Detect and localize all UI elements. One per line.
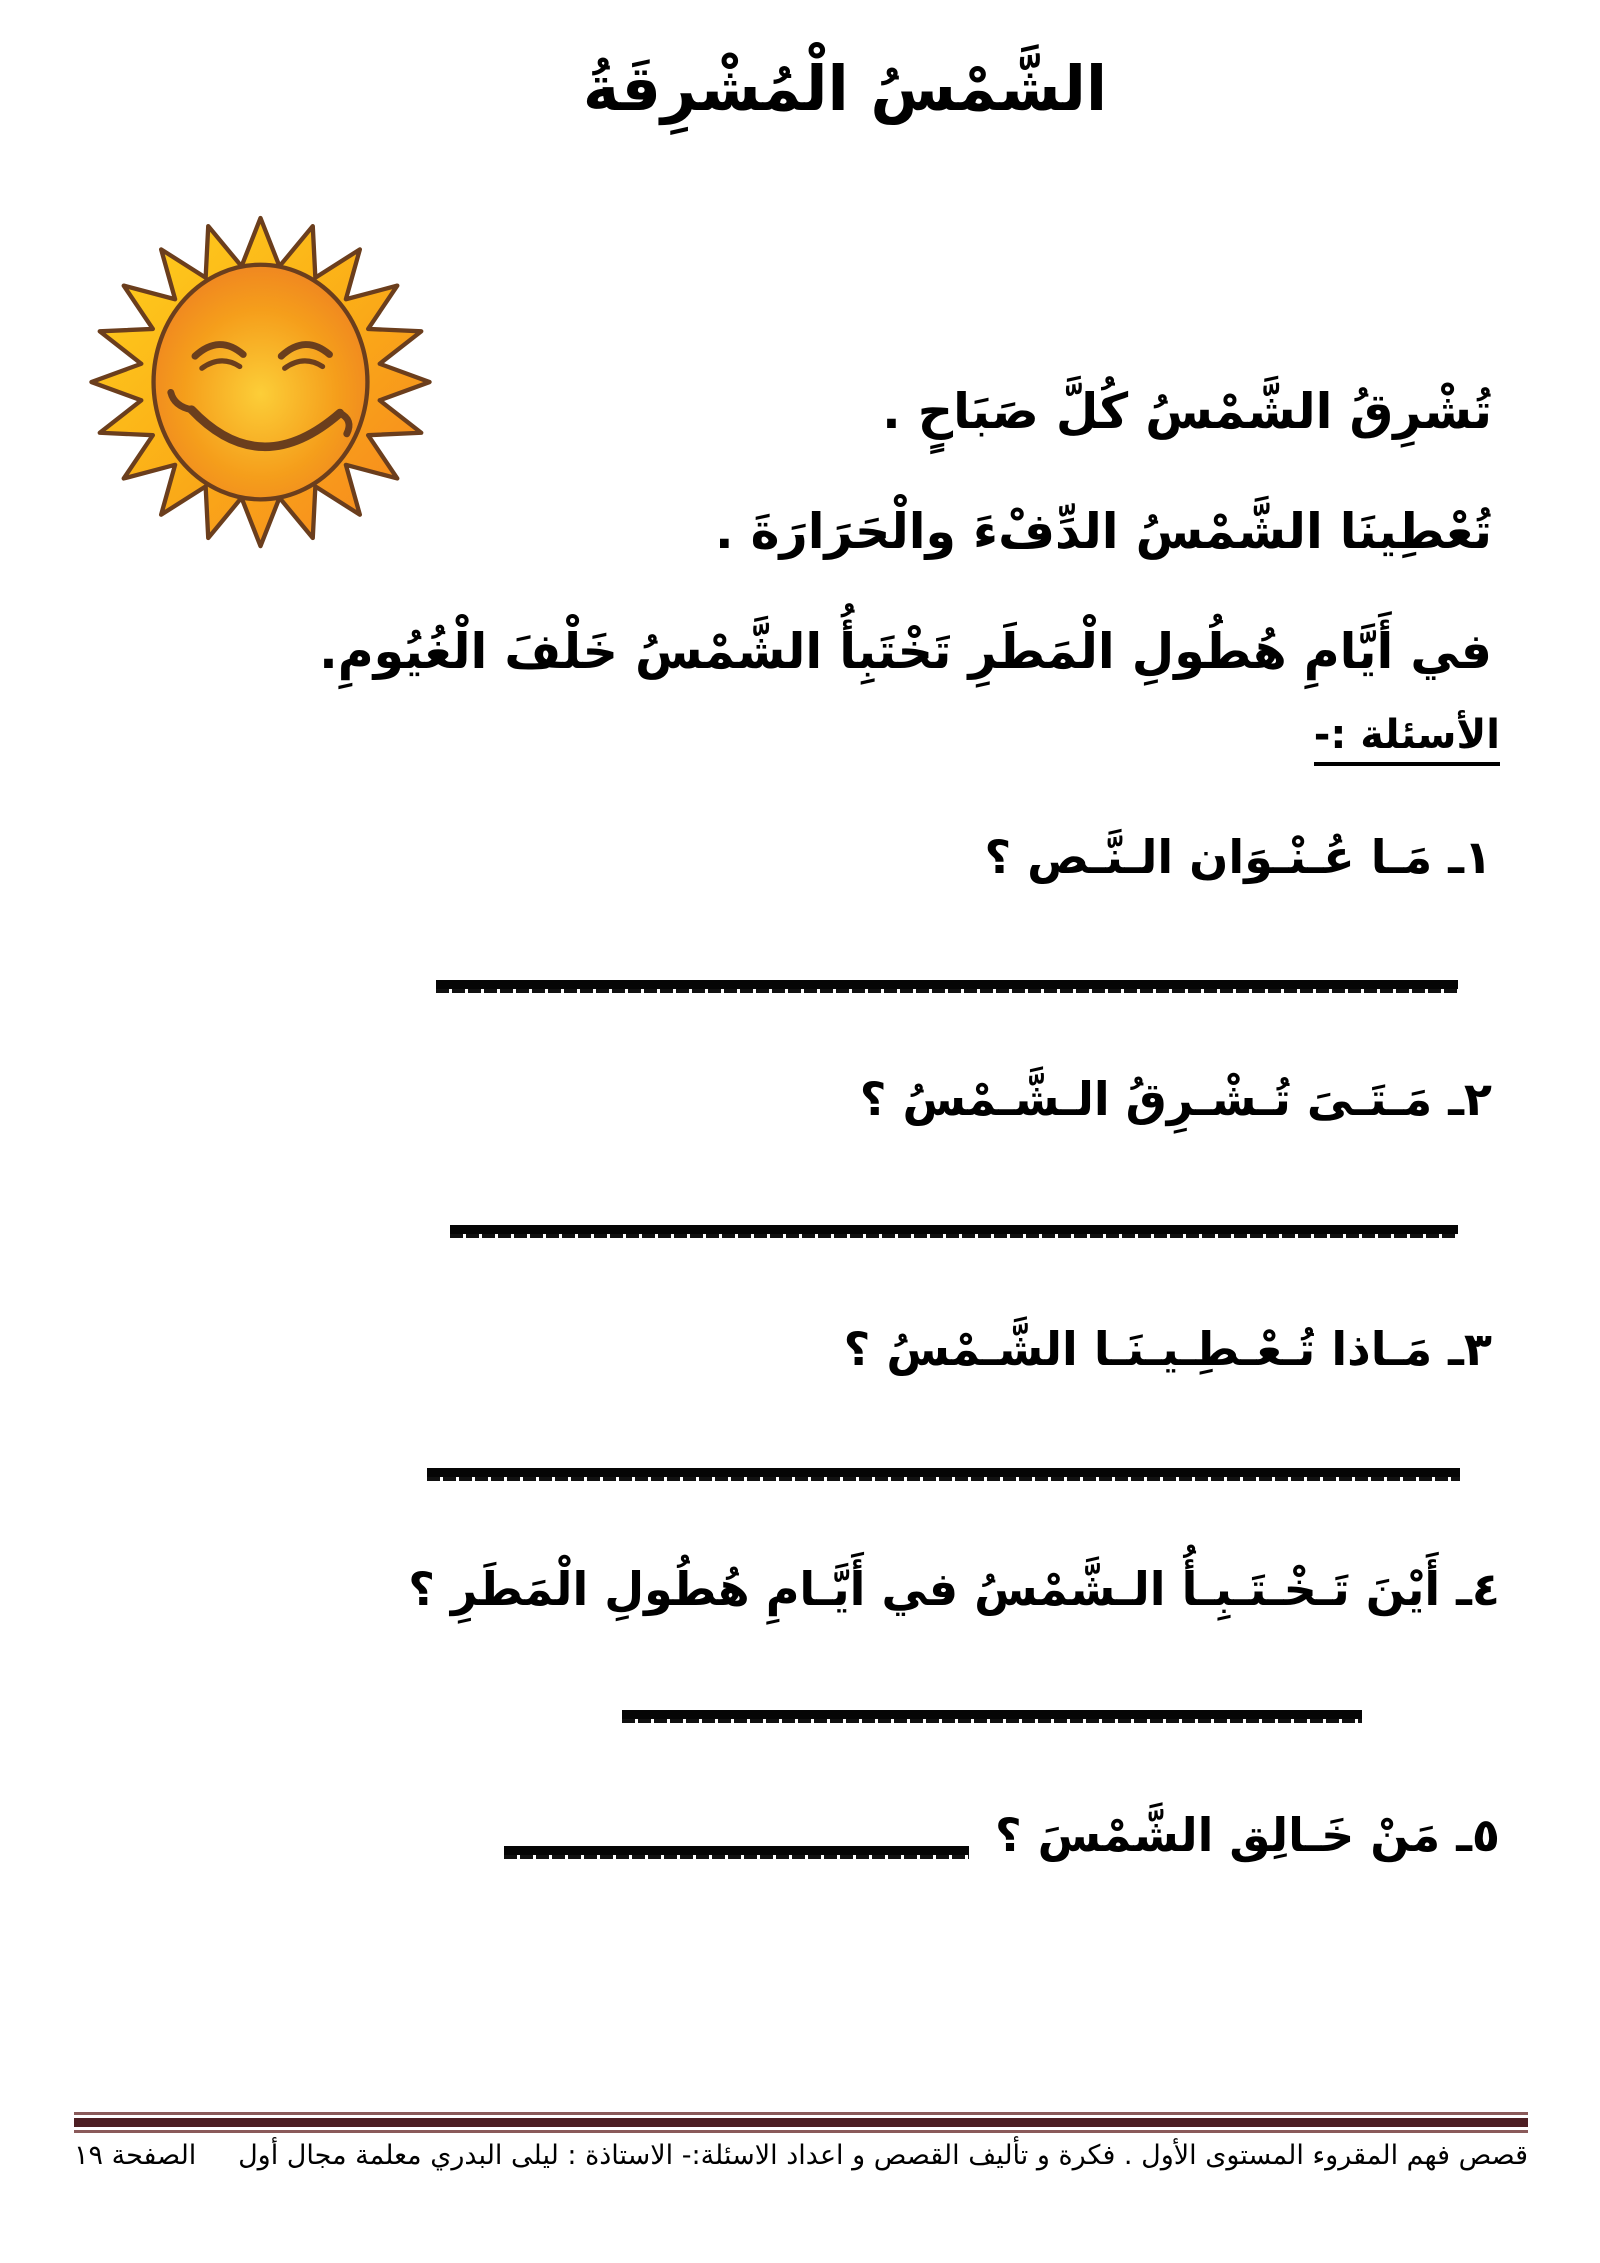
story-line: تُشْرِقُ الشَّمْسُ كُلَّ صَبَاحٍ . — [882, 383, 1492, 440]
footer-page-number: الصفحة ١٩ — [74, 2140, 197, 2171]
story-line: تُعْطِينَا الشَّمْسُ الدِّفْءَ والْحَرَارَةَ . — [714, 503, 1492, 560]
story-line: في أَيَّامِ هُطُولِ الْمَطَرِ تَخْتَبِأُ الشَّمْسُ خَلْفَ الْغُيُومِ. — [319, 623, 1492, 680]
answer-line-1 — [436, 980, 1458, 993]
page-title: الشَّمْسُ الْمُشْرِقَةُ — [582, 52, 1108, 125]
question-1: ١ـ مَـا عُـنْـوَان الـنَّـص ؟ — [984, 830, 1492, 884]
footer-divider — [74, 2112, 1528, 2133]
question-3: ٣ـ مَـاذا تُـعْـطِـيـنَـا الشَّـمْسُ ؟ — [843, 1322, 1492, 1376]
question-5: ٥ـ مَنْ خَـالِق الشَّمْسَ ؟ — [994, 1808, 1500, 1862]
answer-line-5 — [504, 1846, 969, 1859]
answer-line-4 — [622, 1710, 1362, 1723]
story-text — [60, 352, 1492, 712]
answer-line-2 — [450, 1225, 1458, 1238]
answer-line-3 — [427, 1468, 1460, 1481]
question-2: ٢ـ مَـتَـىَ تُـشْـرِقُ الـشَّـمْسُ ؟ — [859, 1072, 1492, 1126]
question-4: ٤ـ أَيْنَ تَـخْـتَـبِـأُ الـشَّمْسُ في أَيَّـامِ هُطُولِ الْمَطَرِ ؟ — [408, 1562, 1500, 1616]
footer-credits: قصص فهم المقروء المستوى الأول . فكرة و تأليف القصص و اعداد الاسئلة:- الاستاذة : ليلى البدري معلمة مجال أول — [238, 2140, 1528, 2171]
questions-header: الأسئلة :- — [1314, 712, 1500, 766]
